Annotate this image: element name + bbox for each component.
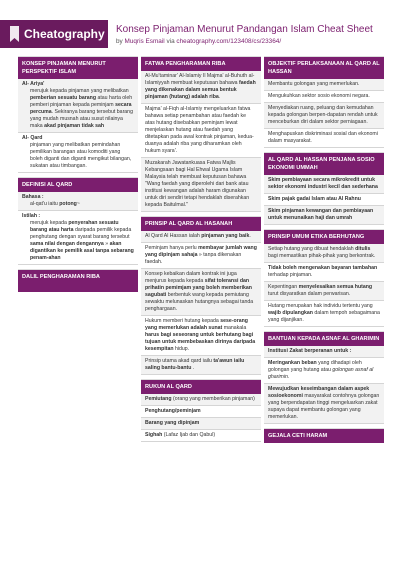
section-title: KONSEP PINJAMAN MENURUT PERSPEKTIF ISLAM xyxy=(18,57,138,79)
term-text: merujuk kepada pinjaman yang melibatkan pemberian sesuatu barang atau harta oleh pemberi pinjaman kepada peminjam secara percuma. Sekiranya barang tersebut barang yang mudah musnah atau susut nilainya maka akad pinjaman tidak sah xyxy=(30,88,133,129)
section-rukun xyxy=(141,379,261,442)
header xyxy=(0,0,400,56)
list-item: Meringankan beban yang dihadapi oleh golongan yang hutang atau golongan asnaf al gharimin. xyxy=(264,358,384,384)
section-title: PRINSIP UMUM ETIKA BERHUTANG xyxy=(264,230,384,244)
section-bantuan xyxy=(264,331,384,424)
list-item: Pemiutang (orang yang memberikan pinjaman) xyxy=(141,394,261,406)
section-fatwa xyxy=(141,56,261,212)
page-title: Konsep Pinjaman Menurut Pandangan Islam Cheat Sheet xyxy=(116,24,373,35)
section-title: AL QARD AL HASSAN PENJANA SOSIO EKONOMI UMMAH xyxy=(264,153,384,175)
list-item xyxy=(18,211,138,265)
list-item: Menghapuskan diskriminasi sosial dan ekonomi dalam masyarakat. xyxy=(264,129,384,148)
list-item: Sighah (Lafaz Ijab dan Qabul) xyxy=(141,430,261,442)
list-item: Institusi Zakat berperanan untuk : xyxy=(264,346,384,358)
list-item: Muzakarah Jawatankuasa Fatwa Majlis Kebangsaan bagi Hal Ehwal Ugama Islam Malaysia telah membuat keputusan bahawa "Wang faedah yang diperolehi dari bank atau institusi kewangan adalah haram digunakan untuk diri sendiri tetapi hendaklah diserahkan kepada Baitulmal." xyxy=(141,158,261,212)
section-dalil xyxy=(18,269,138,292)
list-item: Skim pembiayaan secara mikrokredit untuk sektor ekonomi industri kecil dan sederhana xyxy=(264,175,384,194)
list-item xyxy=(18,133,138,173)
term-label: Al- Qard xyxy=(22,135,43,141)
section-title: RUKUN AL QARD xyxy=(141,380,261,394)
list-item: Skim pinjaman kewangan dan pembiayaan untuk menunaikan haji dan umrah xyxy=(264,206,384,225)
section-title: FATWA PENGHARAMAN RIBA xyxy=(141,57,261,71)
section-gejala xyxy=(264,428,384,443)
column-1 xyxy=(18,56,138,292)
term-label: Istilah : xyxy=(22,213,41,219)
list-item: Penghutang/peminjam xyxy=(141,406,261,418)
list-item xyxy=(18,79,138,133)
list-item: Prinsip utama akad qard iailu ta'awun iailu saling bantu-bantu . xyxy=(141,356,261,375)
byline-via: via xyxy=(164,38,177,45)
list-item: Kepentingan menyelesaikan semua hutang turut disyaratkan dalam perwarisan. xyxy=(264,282,384,301)
list-item: Al Qard Al Hassan ialah pinjaman yang baik. xyxy=(141,231,261,243)
section-definisi xyxy=(18,177,138,265)
section-etika xyxy=(264,229,384,327)
term-label: Al- Ariya' xyxy=(22,81,45,87)
list-item: Majma' al-Fiqh al-Islamiy mengeluarkan fatwa bahawa setiap penambahan atau faedah ke atas hutang disebabkan peminjam lewat menjelaskan hutang atau faedah yang ditetapkan pada awal kontrak pinjaman, kedua-duanya adalah riba yang diharamkan oleh hukum syara'. xyxy=(141,104,261,158)
list-item: Peminjam hanya perlu membayar jumlah wang yang dipinjam sahaja » tanpa dikenakan faedah. xyxy=(141,243,261,269)
list-item: Setiap hutang yang dibuat hendaklah ditulis bagi memastikan pihak-pihak yang berkontrak. xyxy=(264,244,384,263)
section-title: DEFINISI AL QARD xyxy=(18,178,138,192)
section-prinsip-qard xyxy=(141,216,261,375)
section-footer-bar xyxy=(18,284,138,292)
list-item: Menyediakan ruang, peluang dan kemudahan kepada golongan berpen-dapatan rendah untuk menceburkan diri dalam sektor perniagaan. xyxy=(264,103,384,129)
term-text: al-qat'u iaitu potong~ xyxy=(30,201,80,207)
term-label: Bahasa : xyxy=(22,194,44,200)
list-item: Mengukuhkan sektor sosio ekonomi negara. xyxy=(264,91,384,103)
list-item: Skim pajak gadai Islam atau Al Rahnu xyxy=(264,194,384,206)
list-item: Tidak boleh mengenakan bayaran tambahan terhadap pinjaman. xyxy=(264,263,384,282)
list-item: Mewujudkan keseimbangan dalam aspek sosioekonomi masyarakat contohnya golongan yang berpendapatan tinggi mengeluarkan zakat supaya dapat membantu golongan yang memerlukan. xyxy=(264,384,384,424)
list-item: Hutang merupakan hak individu tertentu yang wajib dipulangkan dalam tempoh sebagaimana yang dijanjikan. xyxy=(264,301,384,327)
column-2 xyxy=(141,56,261,442)
section-title: BANTUAN KEPADA ASNAF AL GHARIMIN xyxy=(264,332,384,346)
section-title: DALIL PENGHARAMAN RIBA xyxy=(18,270,138,284)
byline xyxy=(116,38,281,45)
section-objektif xyxy=(264,56,384,148)
logo-icon xyxy=(8,26,21,42)
list-item: Konsep kebaikan dalam kontrak ini juga menjurus kepada kepada sifat toleransi dan prihatin pemimjam yang boleh memberikan sagubati berbentuk wang kepada pemiutang sewaktu melunaskan hutangnya sebagai tanda penghargaan. xyxy=(141,269,261,316)
section-penjana xyxy=(264,152,384,225)
list-item: Barang yang dipinjam xyxy=(141,418,261,430)
column-3 xyxy=(264,56,384,443)
byline-by: by xyxy=(116,38,125,45)
sheet-url-link[interactable]: cheatography.com/123408/cs/23364/ xyxy=(176,38,282,45)
term-text: merujuk kepada penyerahan sesuatu barang atau harta daripada pemilik kepada penghutang dengan syarat barang tersebut sama nilai dengan dengannya » akan digantikan ke pemilik asal tanpa sebarang penam-ahan xyxy=(30,220,134,261)
list-item: Membantu golongan yang memerlukan. xyxy=(264,79,384,91)
list-item: Hukum memberi hutang kepada sese-orang yang memerlukan adalah sunat manakala harus bagi seseorang untuk berhutang bagi tujuan untuk membebaskan dirinya daripada kesempitan hidup. xyxy=(141,316,261,356)
term-text: pinjaman yang melibatkan pemindahan pemilikan barangan atau komoditi yang boleh diganti dan diganti mengikut bilangan, sukatan atau timbangan. xyxy=(30,142,132,169)
list-item xyxy=(18,192,138,211)
section-konsep xyxy=(18,56,138,173)
section-title: PRINSIP AL QARD AL HASANAH xyxy=(141,217,261,231)
section-title: GEJALA CETI HARAM xyxy=(264,429,384,443)
author-link[interactable]: Muqris Esmail xyxy=(124,38,165,45)
list-item: Al-Mu'taminar' Al-Islamiy Il Majma' al-Buhuth al-Islamiyyah membuat keputusan bahawa faedah yang dikenakan dalam semua bentuk pinjaman (hutang) adalah riba. xyxy=(141,71,261,104)
cheatography-logo[interactable] xyxy=(0,20,108,48)
logo-text: Cheatography xyxy=(24,27,105,41)
section-title: OBJEKTIF PERLAKSANAAN AL QARD AL HASSAN xyxy=(264,57,384,79)
